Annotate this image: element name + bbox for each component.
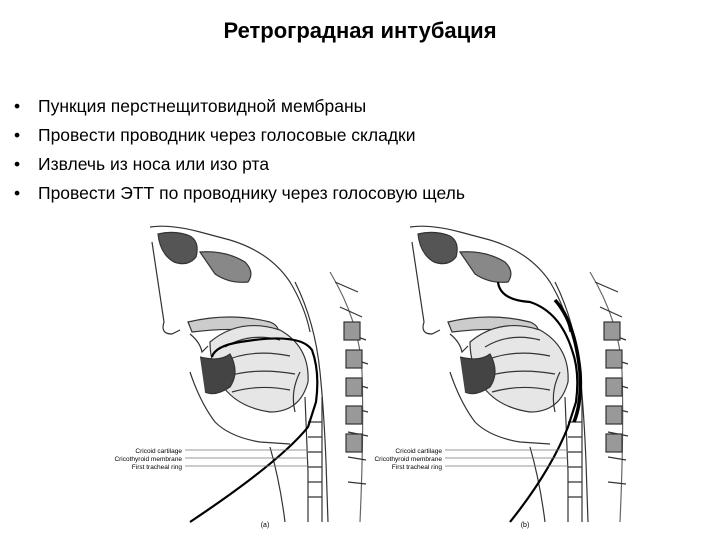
bullet-item: • Извлечь из носа или изо рта — [14, 150, 465, 179]
illustration-retrograde-wire — [114, 222, 390, 537]
illustration-tube-over-wire — [374, 222, 650, 537]
figure-label: Cricothyroid membrane — [114, 456, 182, 463]
figure-label: First tracheal ring — [131, 464, 182, 471]
figure-label: First tracheal ring — [391, 464, 442, 471]
slide-title: Ретроградная интубация — [223, 18, 497, 43]
panel-label: (b) — [520, 522, 530, 529]
figure-label: Cricoid cartilage — [395, 448, 442, 455]
bullet-item: • Провести ЭТТ по проводнику через голосовую щель — [14, 179, 465, 208]
sagittal-section-drawing — [114, 222, 390, 532]
bullet-item: • Пункция перстнещитовидной мембраны — [14, 92, 465, 121]
bullet-item: • Провести проводник через голосовые складки — [14, 121, 465, 150]
figure-label: Cricothyroid membrane — [374, 456, 442, 463]
bullet-list — [14, 92, 465, 208]
panel-label: (a) — [260, 522, 270, 529]
sagittal-section-drawing — [374, 222, 650, 532]
figure-label: Cricoid cartilage — [135, 448, 182, 455]
